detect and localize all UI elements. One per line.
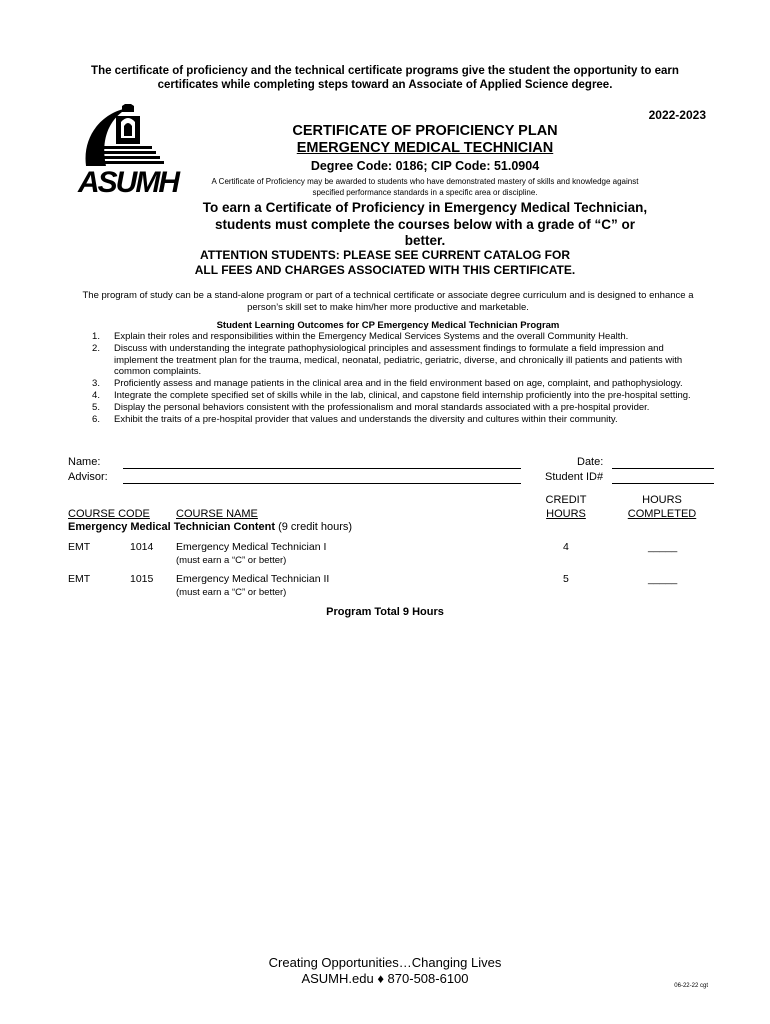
advisor-label: Advisor: (68, 471, 108, 483)
date-field[interactable] (612, 468, 714, 469)
footer-contact: ASUMH.edu ♦ 870-508-6100 (301, 971, 469, 986)
course-name: Emergency Medical Technician I (176, 541, 327, 553)
footer (0, 955, 770, 987)
list-text: Exhibit the traits of a pre-hospital provider that values and understands the diversity and cultures within their community. (114, 413, 618, 425)
list-number: 2. (92, 342, 100, 354)
cp-description: A Certificate of Proficiency may be awarded to students who have demonstrated mastery of skills and knowledge against specified performance standards in a specific area or discipline. (211, 177, 639, 197)
student-id-field[interactable] (612, 483, 714, 484)
slo-heading: Student Learning Outcomes for CP Emergency Medical Technician Program (216, 320, 560, 331)
course-prefix: EMT (68, 541, 91, 553)
program-title: EMERGENCY MEDICAL TECHNICIAN (296, 140, 554, 156)
course-note: (must earn a “C” or better) (176, 587, 287, 598)
list-item (78, 378, 704, 390)
course-note: (must earn a “C” or better) (176, 555, 287, 566)
attention-line-1: ATTENTION STUDENTS: PLEASE SEE CURRENT CATALOG FOR (199, 248, 570, 262)
list-text: Discuss with understanding the integrate pathophysiological principles and assessment findings to formulate a field impression and implement the treatment plan for the trauma, medical, neonatal, pediatric, geriatric, diverse, and chronically ill patients and patients with common complaints. (114, 342, 683, 378)
attention-line-2: ALL FEES AND CHARGES ASSOCIATED WITH THIS CERTIFICATE. (194, 263, 576, 277)
slo-list (78, 331, 704, 425)
name-field[interactable] (123, 468, 521, 469)
list-item (78, 343, 704, 378)
section-title (68, 521, 352, 533)
list-text: Explain their roles and responsibilities within the Emergency Medical Services Systems and the overall Community Health. (114, 331, 629, 342)
list-item (78, 402, 704, 414)
list-number: 4. (92, 389, 100, 401)
course-name: Emergency Medical Technician II (176, 573, 330, 585)
logo-wordmark: ASUMH (78, 166, 178, 199)
credit-header-line-1: CREDIT (545, 494, 587, 506)
program-total: Program Total 9 Hours (326, 606, 444, 618)
course-number: 1014 (130, 541, 154, 553)
course-credits: 5 (563, 573, 569, 585)
earn-statement: To earn a Certificate of Proficiency in Emergency Medical Technician, students must complete the courses below with a grade of “C” or better. (202, 200, 648, 248)
section-title-text: Emergency Medical Technician Content (68, 521, 276, 533)
list-item (78, 414, 704, 426)
asumh-logo (66, 104, 190, 200)
name-label: Name: (68, 456, 101, 468)
list-item (78, 331, 704, 343)
date-label: Date: (577, 456, 604, 468)
degree-code: Degree Code: 0186; CIP Code: 51.0904 (310, 159, 540, 173)
plan-title: CERTIFICATE OF PROFICIENCY PLAN (292, 123, 558, 139)
hours-completed-blank[interactable]: _____ (648, 573, 678, 585)
course-number: 1015 (130, 573, 154, 585)
list-number: 6. (92, 413, 100, 425)
course-code-header: COURSE CODE (68, 508, 150, 520)
header-block (200, 123, 650, 250)
student-id-label: Student ID# (545, 471, 604, 483)
list-number: 1. (92, 331, 100, 342)
list-text: Integrate the complete specified set of skills while in the lab, clinical, and capstone field internship proficiently into the pre-hospital setting. (114, 389, 691, 401)
list-number: 3. (92, 378, 100, 390)
intro-text: The certificate of proficiency and the technical certificate programs give the student the opportunity to earn certificates while completing steps toward an Associate of Applied Science degree. (91, 65, 679, 91)
list-text: Display the personal behaviors consistent with the professionalism and moral standards associated with a pre-hospital provider. (114, 401, 650, 413)
document-code: 06-22-22 cgt (674, 983, 708, 989)
advisor-field[interactable] (123, 483, 521, 484)
credit-hours-header (538, 494, 594, 521)
footer-tagline: Creating Opportunities…Changing Lives (268, 955, 502, 970)
list-number: 5. (92, 401, 100, 413)
course-prefix: EMT (68, 573, 91, 585)
academic-year: 2022-2023 (648, 108, 706, 122)
bell-tower-icon (66, 104, 190, 170)
completed-header-line-1: HOURS (642, 494, 682, 506)
program-description: The program of study can be a stand-alone program or part of a technical certificate or associate degree curriculum and is designed to enhance a person’s skill set to make him/her more productive and marketable. (82, 290, 694, 313)
course-name-header: COURSE NAME (176, 508, 258, 520)
credit-header-line-2: HOURS (546, 507, 586, 520)
hours-completed-header (622, 494, 702, 521)
course-credits: 4 (563, 541, 569, 553)
list-item (78, 390, 704, 402)
section-hours: (9 credit hours) (278, 521, 353, 533)
hours-completed-blank[interactable]: _____ (648, 541, 678, 553)
list-text: Proficiently assess and manage patients in the clinical area and in the field environment based on age, complaint, and pathophysiology. (114, 378, 683, 390)
attention-notice (120, 248, 650, 278)
completed-header-line-2: COMPLETED (627, 507, 697, 520)
